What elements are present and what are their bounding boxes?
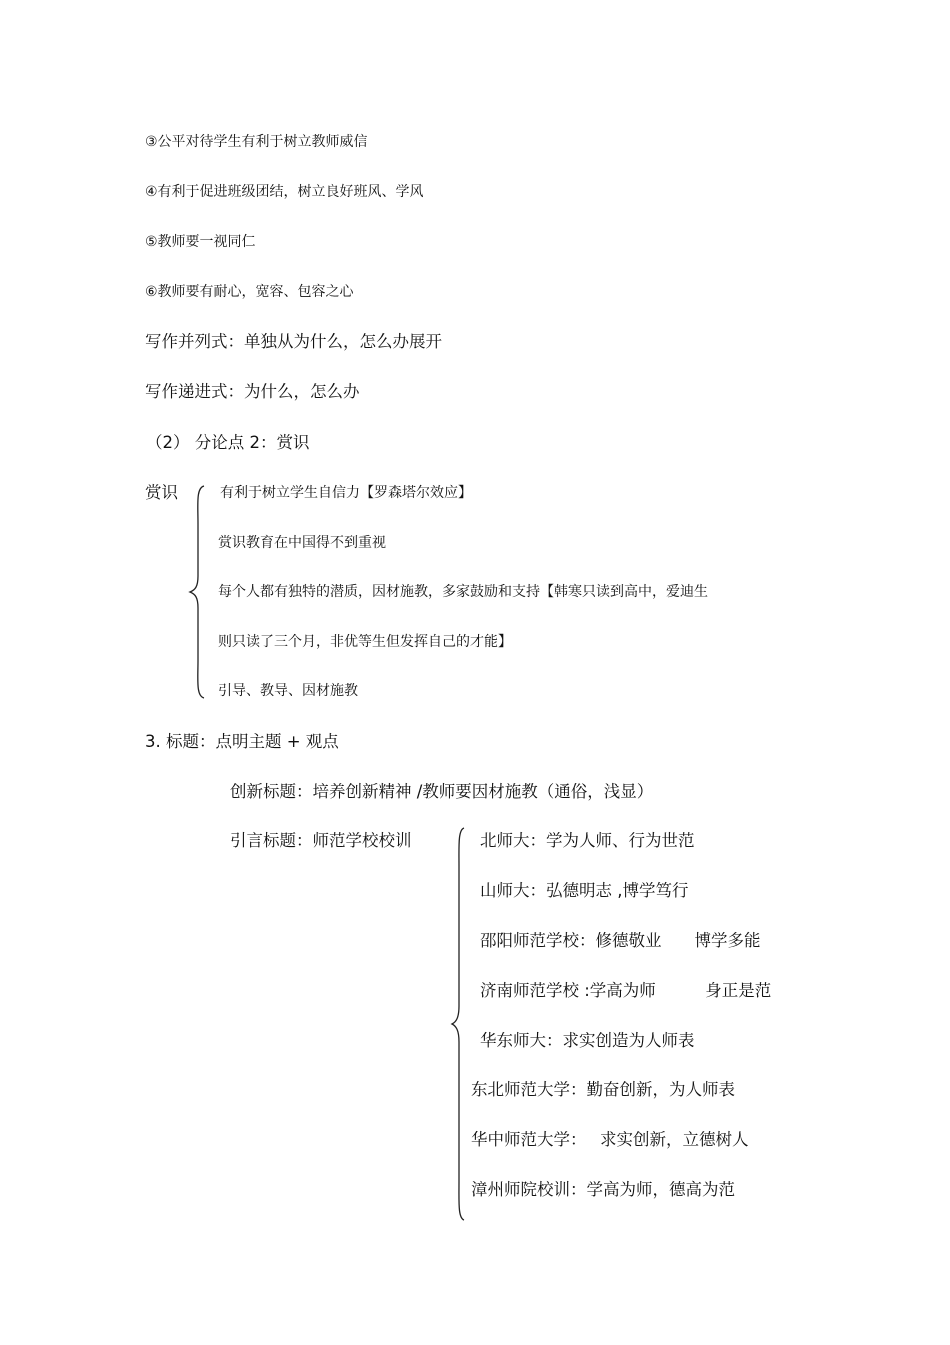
appreciation-item: 引导、教导、因材施教 <box>218 683 358 699</box>
appreciation-item: 赏识教育在中国得不到重视 <box>218 535 386 551</box>
motto-item: 山师大：弘德明志 ,博学笃行 <box>480 881 689 900</box>
motto-item: 华东师大：求实创造为人师表 <box>480 1031 695 1050</box>
appreciation-item: 有利于树立学生自信力【罗森塔尔效应】 <box>220 485 472 501</box>
motto-item: 济南师范学校 :学高为师 身正是范 <box>480 981 772 1000</box>
motto-brace <box>449 826 469 1222</box>
writing-progressive: 写作递进式：为什么，怎么办 <box>145 382 360 401</box>
title-section-heading: 3. 标题：点明主题 + 观点 <box>145 732 339 751</box>
reason-6: ⑥教师要有耐心，宽容、包容之心 <box>145 284 354 300</box>
motto-item: 北师大：学为人师、行为世范 <box>480 831 695 850</box>
sub-point-heading: （2） 分论点 2：赏识 <box>146 433 310 452</box>
innovative-title: 创新标题：培养创新精神 /教师要因材施教（通俗，浅显） <box>230 782 654 801</box>
quote-title-label: 引言标题：师范学校校训 <box>230 831 412 850</box>
motto-item: 漳州师院校训：学高为师，德高为范 <box>471 1180 735 1199</box>
writing-parallel: 写作并列式：单独从为什么，怎么办展开 <box>145 332 442 351</box>
reason-3: ③公平对待学生有利于树立教师威信 <box>145 134 368 150</box>
appreciation-brace <box>186 484 210 700</box>
appreciation-label: 赏识 <box>145 483 178 502</box>
appreciation-item: 则只读了三个月，非优等生但发挥自己的才能】 <box>218 634 512 650</box>
motto-item: 东北师范大学：勤奋创新，为人师表 <box>471 1080 735 1099</box>
reason-5: ⑤教师要一视同仁 <box>145 234 256 250</box>
appreciation-item: 每个人都有独特的潜质，因材施教，多家鼓励和支持【韩寒只读到高中，爱迪生 <box>218 584 708 600</box>
motto-item: 邵阳师范学校：修德敬业 博学多能 <box>480 931 761 950</box>
reason-4: ④有利于促进班级团结，树立良好班风、学风 <box>145 184 424 200</box>
motto-item: 华中师范大学： 求实创新，立德树人 <box>471 1130 749 1149</box>
